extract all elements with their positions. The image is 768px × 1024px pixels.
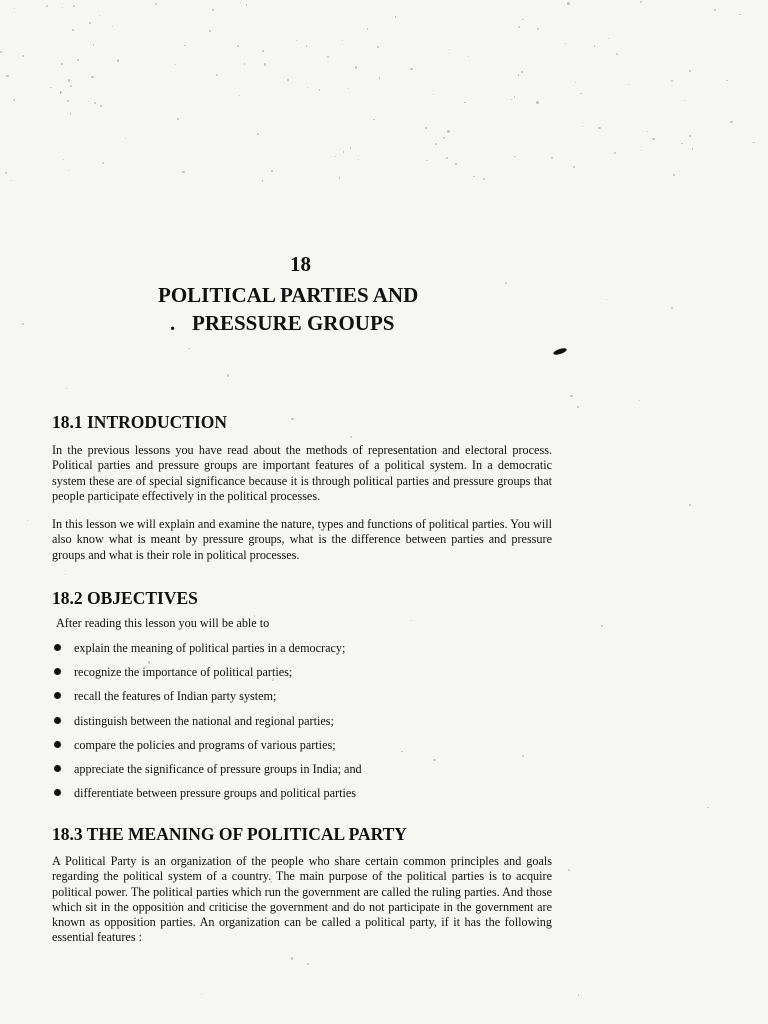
list-item (52, 761, 572, 785)
speckle (99, 15, 100, 16)
speckle (227, 374, 229, 376)
speckle (264, 63, 266, 65)
speckle (291, 957, 293, 959)
speckle (582, 126, 583, 127)
speckle (570, 395, 572, 397)
list-item (52, 688, 572, 712)
speckle (13, 99, 15, 101)
speckle (68, 170, 70, 172)
speckle (339, 177, 340, 178)
speckle (681, 143, 682, 144)
section-heading-introduction: 18.1 INTRODUCTION (52, 412, 228, 432)
list-item (52, 785, 572, 809)
speckle (628, 84, 629, 85)
speckle (271, 170, 273, 172)
speckle (753, 142, 754, 143)
bullet-icon (54, 668, 61, 675)
speckle (11, 180, 12, 181)
speckle (373, 119, 374, 120)
objectives-list (52, 640, 572, 809)
speckle (240, 2, 241, 3)
speckle (27, 520, 29, 522)
stray-dot: . (170, 311, 176, 335)
speckle (77, 59, 79, 61)
ink-smudge (553, 347, 568, 356)
speckle (443, 137, 445, 139)
speckle (358, 159, 359, 160)
speckle (689, 135, 691, 137)
speckle (464, 102, 465, 103)
speckle (483, 178, 485, 180)
speckle (726, 80, 727, 81)
speckle (335, 156, 336, 157)
speckle (575, 82, 576, 83)
speckle (608, 38, 609, 39)
list-item (52, 713, 572, 737)
objective-text: compare the policies and programs of various parties; (74, 737, 336, 752)
speckle (5, 172, 7, 174)
speckle (188, 348, 189, 349)
speckle (70, 85, 72, 87)
chapter-title-line2-wrap (158, 309, 478, 337)
speckle (68, 79, 70, 81)
speckle (449, 49, 450, 50)
speckle (94, 102, 96, 104)
speckle (714, 9, 716, 11)
speckle (184, 45, 185, 46)
speckle (446, 157, 448, 159)
speckle (577, 406, 579, 408)
speckle (536, 101, 538, 103)
speckle (684, 100, 685, 101)
speckle (641, 150, 642, 151)
speckle (350, 436, 352, 438)
speckle (594, 45, 595, 46)
speckle (521, 71, 523, 73)
speckle (177, 118, 179, 120)
speckle (355, 66, 357, 68)
speckle (342, 40, 343, 41)
speckle (216, 74, 218, 76)
speckle (614, 152, 616, 154)
objective-text: differentiate between pressure groups and political parties (74, 786, 357, 801)
speckle (578, 994, 579, 995)
speckle (598, 127, 600, 129)
speckle (652, 138, 654, 140)
chapter-title-line2: PRESSURE GROUPS (192, 311, 395, 335)
speckle (125, 138, 126, 139)
speckle (319, 89, 320, 90)
objective-text: recognize the importance of political parties; (74, 665, 293, 680)
speckle (209, 30, 211, 32)
speckle (291, 418, 293, 420)
speckle (327, 56, 329, 58)
speckle (411, 620, 412, 621)
speckle (237, 45, 239, 47)
speckle (70, 113, 72, 115)
speckle (537, 28, 539, 30)
meaning-paragraph: A Political Party is an organization of the people who share certain common principles and goals regarding the political system of a country. The main purpose of the political parties is to acquire political power. The political parties which run the government are called the ruling parties. And those which sit in the opposition and criticise the government and do not participate in the government are known as opposition parties. An organization can be called a political party, if it has the following essential features : (52, 854, 552, 945)
speckle (433, 94, 434, 95)
speckle (88, 101, 89, 102)
speckle (522, 19, 523, 20)
chapter-number: 18 (290, 252, 311, 276)
section-heading-objectives: 18.2 OBJECTIVES (52, 588, 198, 608)
speckle (262, 50, 263, 51)
speckle (22, 323, 24, 325)
introduction-paragraph-2: In this lesson we will explain and examine the nature, types and functions of political parties. You will also know what is meant by pressure groups, what is the difference between parties and pressure groups and what is their role in political processes. (52, 517, 552, 562)
speckle (93, 44, 94, 45)
list-item (52, 737, 572, 761)
speckle (395, 16, 396, 17)
speckle (689, 70, 691, 72)
chapter-title (158, 281, 478, 337)
speckle (435, 143, 437, 145)
speckle (246, 4, 248, 6)
bullet-icon (54, 644, 61, 651)
speckle (671, 80, 673, 82)
speckle (505, 282, 507, 284)
speckle (112, 26, 113, 27)
speckle (6, 75, 8, 77)
speckle (65, 574, 66, 575)
speckle (244, 63, 245, 64)
speckle (425, 127, 427, 129)
speckle (580, 93, 582, 95)
speckle (640, 1, 642, 3)
speckle (410, 68, 412, 70)
speckle (673, 174, 675, 176)
speckle (689, 504, 691, 506)
bullet-icon (54, 692, 61, 699)
list-item (52, 640, 572, 664)
speckle (377, 46, 379, 48)
speckle (117, 59, 119, 61)
objective-text: distinguish between the national and regional parties; (74, 713, 334, 728)
speckle (212, 9, 214, 11)
speckle (89, 22, 90, 23)
objective-text: appreciate the significance of pressure groups in India; and (74, 761, 362, 776)
speckle (306, 45, 308, 47)
speckle (447, 130, 449, 132)
speckle (616, 53, 618, 55)
speckle (671, 307, 673, 309)
speckle (511, 99, 512, 100)
speckle (551, 157, 553, 159)
speckle (62, 7, 63, 8)
list-item (52, 664, 572, 688)
speckle (296, 40, 297, 41)
speckle (730, 121, 732, 123)
speckle (182, 171, 184, 173)
objectives-intro: After reading this lesson you will be able to (56, 616, 270, 630)
speckle (707, 807, 708, 808)
speckle (606, 299, 608, 301)
speckle (175, 64, 176, 65)
speckle (201, 994, 202, 995)
speckle (348, 88, 349, 89)
speckle (739, 14, 741, 16)
speckle (14, 8, 15, 9)
speckle (573, 166, 575, 168)
speckle (307, 87, 308, 88)
speckle (50, 87, 51, 88)
speckle (66, 388, 67, 389)
speckle (692, 148, 694, 150)
speckle (518, 74, 520, 76)
speckle (61, 63, 63, 65)
speckle (379, 77, 380, 78)
speckle (514, 96, 515, 97)
objective-text: explain the meaning of political parties in a democracy; (74, 641, 346, 655)
introduction-paragraph-1: In the previous lessons you have read about the methods of representation and electoral process. Political parties and pressure groups are important features of a political system. In a democratic system these are of special significance because it is through political parties and pressure groups that people participate effectively in the political processes. (52, 443, 552, 503)
speckle (367, 28, 368, 29)
speckle (473, 176, 474, 177)
speckle (262, 180, 264, 182)
speckle (567, 2, 569, 4)
speckle (63, 159, 64, 160)
speckle (100, 105, 102, 107)
speckle (307, 963, 309, 965)
speckle (72, 29, 74, 31)
speckle (647, 131, 648, 132)
speckle (22, 55, 24, 57)
bullet-icon (54, 741, 61, 748)
speckle (257, 133, 259, 135)
speckle (518, 26, 520, 28)
chapter-title-line1: POLITICAL PARTIES AND (158, 283, 419, 307)
speckle (67, 100, 68, 101)
speckle (91, 76, 93, 78)
speckle (102, 162, 104, 164)
objective-text: recall the features of Indian party system; (74, 689, 277, 704)
speckle (350, 147, 352, 149)
speckle (601, 625, 603, 627)
bullet-icon (54, 789, 61, 796)
speckle (455, 163, 457, 165)
speckle (426, 160, 428, 162)
speckle (565, 43, 566, 44)
speckle (0, 51, 2, 53)
bullet-icon (54, 717, 61, 724)
speckle (239, 95, 240, 96)
speckle (639, 400, 640, 401)
bullet-icon (54, 765, 61, 772)
speckle (46, 5, 48, 7)
speckle (155, 3, 157, 5)
speckle (343, 151, 345, 153)
speckle (568, 869, 570, 871)
speckle (468, 56, 469, 57)
speckle (73, 5, 75, 7)
speckle (514, 156, 515, 157)
section-heading-meaning: 18.3 THE MEANING OF POLITICAL PARTY (52, 824, 407, 844)
speckle (287, 79, 288, 80)
